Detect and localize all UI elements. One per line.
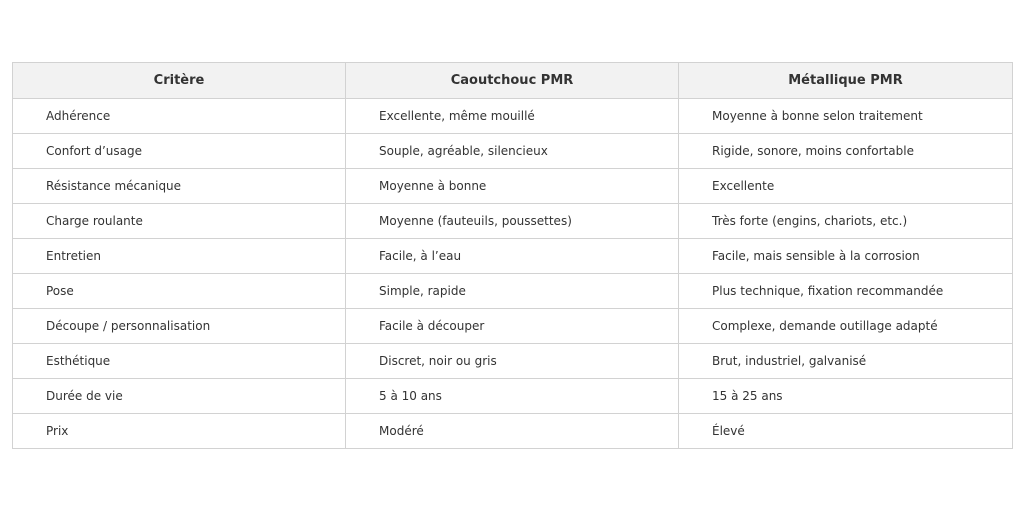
criterion-cell: Pose — [13, 274, 346, 309]
metal-cell: Excellente — [679, 169, 1013, 204]
metal-cell: Élevé — [679, 414, 1013, 449]
metal-cell: Complexe, demande outillage adapté — [679, 309, 1013, 344]
rubber-cell: Facile, à l’eau — [346, 239, 679, 274]
criterion-cell: Charge roulante — [13, 204, 346, 239]
table-row — [13, 309, 1013, 344]
rubber-cell: Facile à découper — [346, 309, 679, 344]
criterion-cell: Adhérence — [13, 99, 346, 134]
metal-cell: Facile, mais sensible à la corrosion — [679, 239, 1013, 274]
metal-cell: Très forte (engins, chariots, etc.) — [679, 204, 1013, 239]
rubber-cell: Souple, agréable, silencieux — [346, 134, 679, 169]
criterion-cell: Découpe / personnalisation — [13, 309, 346, 344]
criterion-cell: Résistance mécanique — [13, 169, 346, 204]
rubber-cell: 5 à 10 ans — [346, 379, 679, 414]
rubber-cell: Excellente, même mouillé — [346, 99, 679, 134]
metal-cell: Plus technique, fixation recommandée — [679, 274, 1013, 309]
rubber-cell: Discret, noir ou gris — [346, 344, 679, 379]
table-row — [13, 99, 1013, 134]
header-criterion: Critère — [13, 63, 346, 99]
table-row — [13, 169, 1013, 204]
table-row — [13, 204, 1013, 239]
header-metal-pmr: Métallique PMR — [679, 63, 1013, 99]
table-row — [13, 344, 1013, 379]
table-row — [13, 414, 1013, 449]
table-row — [13, 379, 1013, 414]
comparison-table-container — [12, 62, 1012, 449]
criterion-cell: Prix — [13, 414, 346, 449]
table-row — [13, 274, 1013, 309]
table-row — [13, 134, 1013, 169]
comparison-table — [12, 62, 1013, 449]
metal-cell: 15 à 25 ans — [679, 379, 1013, 414]
rubber-cell: Moyenne (fauteuils, poussettes) — [346, 204, 679, 239]
criterion-cell: Entretien — [13, 239, 346, 274]
criterion-cell: Esthétique — [13, 344, 346, 379]
rubber-cell: Modéré — [346, 414, 679, 449]
criterion-cell: Durée de vie — [13, 379, 346, 414]
criterion-cell: Confort d’usage — [13, 134, 346, 169]
table-header-row — [13, 63, 1013, 99]
table-row — [13, 239, 1013, 274]
metal-cell: Brut, industriel, galvanisé — [679, 344, 1013, 379]
metal-cell: Moyenne à bonne selon traitement — [679, 99, 1013, 134]
metal-cell: Rigide, sonore, moins confortable — [679, 134, 1013, 169]
header-rubber-pmr: Caoutchouc PMR — [346, 63, 679, 99]
rubber-cell: Simple, rapide — [346, 274, 679, 309]
rubber-cell: Moyenne à bonne — [346, 169, 679, 204]
